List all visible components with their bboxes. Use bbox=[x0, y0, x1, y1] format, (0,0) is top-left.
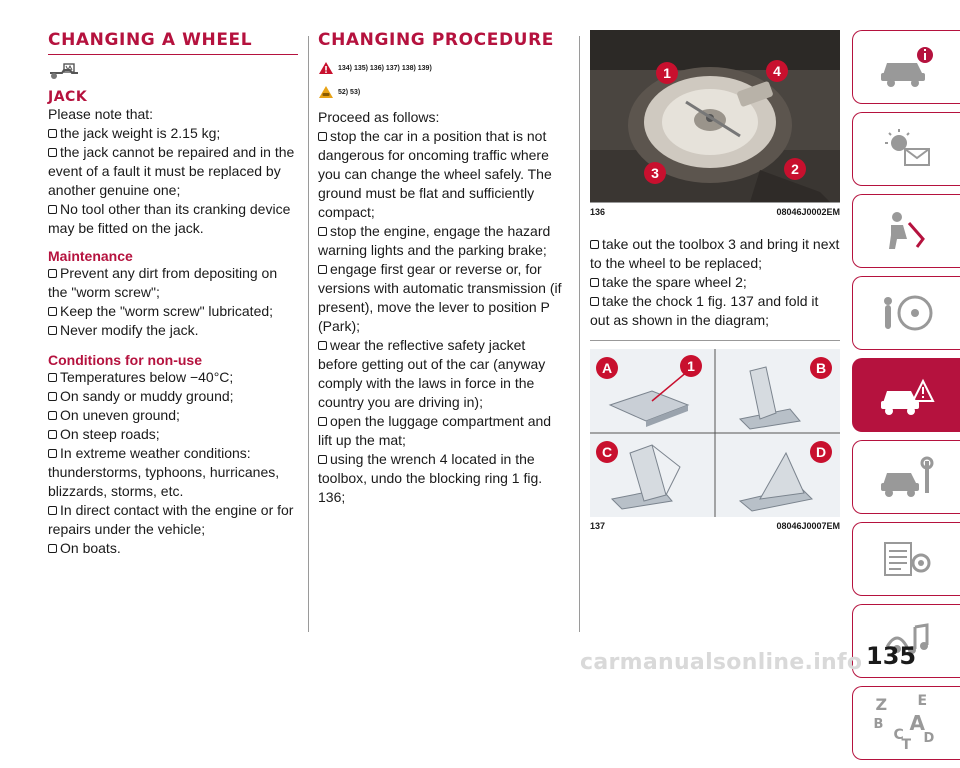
procedure-intro: Proceed as follows: bbox=[318, 109, 440, 125]
figure-136-caption bbox=[590, 202, 840, 217]
list-item: Prevent any dirt from depositing on the "worm screw"; bbox=[48, 265, 278, 300]
jack-heading: JACK bbox=[48, 89, 88, 105]
bullet-icon bbox=[48, 205, 57, 214]
bullet-icon bbox=[48, 544, 57, 553]
list-item: the jack cannot be repaired and in the event of a fault it must be replaced by another genuine one; bbox=[48, 144, 295, 198]
figure-136 bbox=[590, 30, 840, 202]
bullet-icon bbox=[318, 132, 327, 141]
list-item: open the luggage compartment and lift up the mat; bbox=[318, 413, 552, 448]
warning-refs bbox=[318, 58, 568, 78]
list-item: stop the car in a position that is not dangerous for oncoming traffic where you can change the wheel safely. The ground must be flat and sufficiently compact; bbox=[318, 128, 552, 220]
list-item: wear the reflective safety jacket before getting out of the car (anyway comply with the laws in force in the country you are driving in); bbox=[318, 337, 546, 410]
list-item: take the chock 1 fig. 137 and fold it out as shown in the diagram; bbox=[590, 293, 819, 328]
callout-1: 1 bbox=[656, 62, 678, 84]
procedure-title: CHANGING PROCEDURE bbox=[318, 30, 554, 50]
column-divider bbox=[579, 36, 580, 632]
emergency-icon bbox=[877, 373, 937, 417]
callout-4: 4 bbox=[766, 60, 788, 82]
bullet-icon bbox=[590, 297, 599, 306]
figure-code: 08046J0007EM bbox=[776, 521, 840, 531]
tab-car-info[interactable] bbox=[852, 30, 960, 104]
tab-maintenance[interactable] bbox=[852, 440, 960, 514]
watermark: carmanualsonline.info bbox=[580, 650, 863, 675]
right-column bbox=[590, 30, 840, 531]
list-item: Temperatures below −40°C; bbox=[48, 368, 298, 387]
figure-number: 136 bbox=[590, 207, 606, 217]
tab-driving[interactable] bbox=[852, 276, 960, 350]
callout-D: D bbox=[810, 441, 832, 463]
tab-emergency[interactable] bbox=[852, 358, 960, 432]
list-item: On sandy or muddy ground; bbox=[48, 387, 298, 406]
caution-triangle-icon bbox=[318, 85, 334, 99]
list-item: In extreme weather conditions: thunderstorms, typhoons, hurricanes, blizzards, storms, etc. bbox=[48, 445, 280, 499]
nonuse-list bbox=[48, 368, 298, 558]
figure-137-caption bbox=[590, 517, 840, 531]
callout-C: C bbox=[596, 441, 618, 463]
warning-refs-text: 134) 135) 136) 137) 138) 139) bbox=[338, 64, 432, 72]
list-item: No tool other than its cranking device may be fitted on the jack. bbox=[48, 201, 291, 236]
right-steps bbox=[590, 235, 840, 330]
bullet-icon bbox=[590, 240, 599, 249]
warning-lights-icon bbox=[877, 127, 937, 171]
bullet-icon bbox=[48, 326, 57, 335]
bullet-icon bbox=[590, 278, 599, 287]
tab-safety[interactable] bbox=[852, 194, 960, 268]
driving-icon bbox=[877, 291, 937, 335]
list-item: using the wrench 4 located in the toolbox, undo the blocking ring 1 fig. 136; bbox=[318, 451, 543, 505]
bullet-icon bbox=[318, 455, 327, 464]
figure-137 bbox=[590, 349, 840, 517]
list-item: engage first gear or reverse or, for versions with automatic transmission (if present), move the lever to position P (Park); bbox=[318, 261, 562, 334]
jack-icon bbox=[48, 61, 298, 81]
callout-3: 3 bbox=[644, 162, 666, 184]
warning-triangle-icon bbox=[318, 61, 334, 75]
bullet-icon bbox=[318, 227, 327, 236]
callout-1: 1 bbox=[680, 355, 702, 377]
callout-2: 2 bbox=[784, 158, 806, 180]
procedure-steps bbox=[318, 127, 568, 507]
maintenance-list bbox=[48, 264, 298, 340]
bullet-icon bbox=[318, 341, 327, 350]
column-divider bbox=[308, 36, 309, 632]
list-item: In direct contact with the engine or for repairs under the vehicle; bbox=[48, 502, 294, 537]
bullet-icon bbox=[48, 449, 57, 458]
callout-A: A bbox=[596, 357, 618, 379]
car-info-icon bbox=[877, 45, 937, 89]
tab-index[interactable] bbox=[852, 686, 960, 760]
page-number: 135 bbox=[866, 642, 917, 670]
left-column bbox=[48, 30, 298, 558]
bullet-icon bbox=[48, 129, 57, 138]
bullet-icon bbox=[48, 430, 57, 439]
list-item: On steep roads; bbox=[48, 425, 298, 444]
list-item: On boats. bbox=[48, 539, 298, 558]
bullet-icon bbox=[48, 392, 57, 401]
list-item: take out the toolbox 3 and bring it next to the wheel to be replaced; bbox=[590, 236, 840, 271]
callout-B: B bbox=[810, 357, 832, 379]
list-item: the jack weight is 2.15 kg; bbox=[48, 124, 298, 143]
maintenance-icon bbox=[877, 455, 937, 499]
figure-number: 137 bbox=[590, 521, 606, 531]
figure-137-rule bbox=[590, 340, 840, 341]
intro-list bbox=[48, 124, 298, 238]
caution-refs bbox=[318, 82, 568, 102]
bullet-icon bbox=[318, 417, 327, 426]
bullet-icon bbox=[48, 373, 57, 382]
intro-text: Please note that: bbox=[48, 106, 154, 122]
index-icon: Z E B A C T D bbox=[873, 693, 935, 753]
caution-refs-text: 52) 53) bbox=[338, 88, 361, 96]
maintenance-heading: Maintenance bbox=[48, 248, 133, 264]
tab-technical-data[interactable] bbox=[852, 522, 960, 596]
technical-data-icon bbox=[877, 537, 937, 581]
bullet-icon bbox=[48, 148, 57, 157]
chock-illustration bbox=[590, 349, 840, 517]
safety-icon bbox=[877, 209, 937, 253]
list-item: On uneven ground; bbox=[48, 406, 298, 425]
nonuse-heading: Conditions for non-use bbox=[48, 352, 202, 368]
section-title: CHANGING A WHEEL bbox=[48, 30, 298, 55]
bullet-icon bbox=[48, 269, 57, 278]
figure-code: 08046J0002EM bbox=[776, 207, 840, 217]
list-item: take the spare wheel 2; bbox=[590, 273, 840, 292]
bullet-icon bbox=[48, 307, 57, 316]
list-item: Keep the "worm screw" lubricated; bbox=[48, 302, 298, 321]
bullet-icon bbox=[318, 265, 327, 274]
bullet-icon bbox=[48, 506, 57, 515]
bullet-icon bbox=[48, 411, 57, 420]
list-item: stop the engine, engage the hazard warning lights and the parking brake; bbox=[318, 223, 551, 258]
list-item: Never modify the jack. bbox=[48, 321, 298, 340]
tab-warning-lights[interactable] bbox=[852, 112, 960, 186]
middle-column bbox=[318, 30, 568, 507]
